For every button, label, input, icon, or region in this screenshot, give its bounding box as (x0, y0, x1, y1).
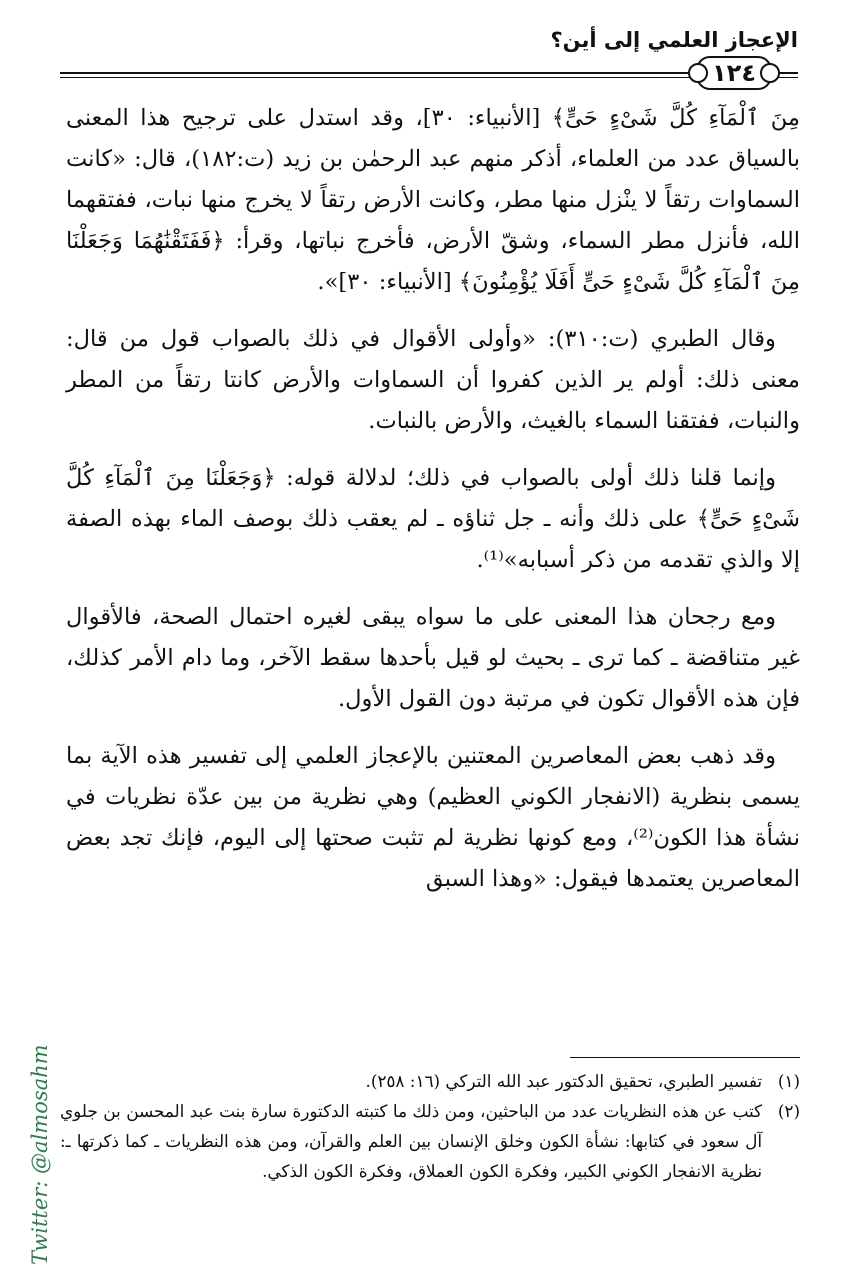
footnotes (60, 1066, 800, 1186)
page-number-badge (696, 56, 772, 90)
footnote (60, 1096, 800, 1186)
paragraph: ومع رجحان هذا المعنى على ما سواه يبقى لغيره احتمال الصحة، فالأقوال غير متناقضة ـ كما ترى ـ بحيث لو قيل بأحدها سقط الآخر، وما دام الأمر كذلك، فإن هذه الأقوال تكون في مرتبة دون القول الأول. (66, 604, 800, 712)
page-header (60, 26, 798, 87)
watermark-text: Twitter: @almosahm (28, 1044, 52, 1265)
footnote-number: (٢) (777, 1101, 800, 1121)
running-title: الإعجاز العلمي إلى أين؟ (550, 28, 798, 52)
page-number: ١٢٤ (712, 59, 756, 87)
header-rule-bottom (60, 77, 700, 78)
header-rule-top (60, 72, 700, 74)
paragraph: مِنَ ٱلْمَآءِ كُلَّ شَىْءٍ حَىٍّ﴾ [الأنبياء: ٣٠]، وقد استدل على ترجيح هذا المعنى بالسياق عدد من العلماء، أذكر منهم عبد الرحمٰن بن زيد (ت:١٨٢)، قال: «كانت السماوات رتقاً لا ينْزل منها مطر، وكانت الأرض رتقاً لا يخرج منها نبات، ففتقهما الله، فأنزل مطر السماء، وشقّ الأرض، فأخرج نباتها، وقرأ: ﴿فَفَتَقْنَٰهُمَا وَجَعَلْنَا مِنَ ٱلْمَآءِ كُلَّ شَىْءٍ حَىٍّ أَفَلَا يُؤْمِنُونَ﴾ [الأنبياء: ٣٠]». (66, 105, 800, 295)
watermark (8, 995, 52, 1265)
footnote-text: تفسير الطبري، تحقيق الدكتور عبد الله التركي (١٦: ٢٥٨). (365, 1071, 762, 1091)
paragraph: وإنما قلنا ذلك أولى بالصواب في ذلك؛ لدلالة قوله: ﴿وَجَعَلْنَا مِنَ ٱلْمَآءِ كُلَّ شَىْءٍ حَىٍّ﴾ على ذلك وأنه ـ جل ثناؤه ـ لم يعقب ذلك بوصف الماء بهذه الصفة إلا والذي تقدمه من ذكر أسبابه»⁽¹⁾. (66, 465, 800, 573)
paragraph: وقال الطبري (ت:٣١٠): «وأولى الأقوال في ذلك بالصواب قول من قال: معنى ذلك: أولم ير الذين كفروا أن السماوات والأرض كانتا رتقاً من المطر والنبات، ففتقنا السماء بالغيث، والأرض بالنبات. (66, 326, 800, 434)
main-text (66, 98, 800, 900)
paragraph: وقد ذهب بعض المعاصرين المعتنين بالإعجاز العلمي إلى تفسير هذه الآية بما يسمى بنظرية (الانفجار الكوني العظيم) وهي نظرية من بين عدّة نظريات في نشأة هذا الكون⁽²⁾، ومع كونها نظرية لم تثبت صحتها إلى اليوم، فإنك تجد بعض المعاصرين يعتمدها فيقول: «وهذا السبق (66, 743, 800, 892)
footnote-text: كتب عن هذه النظريات عدد من الباحثين، ومن ذلك ما كتبته الدكتورة سارة بنت عبد المحسن بن جلوي آل سعود في كتابها: نشأة الكون وخلق الإنسان بين العلم والقرآن، ومن هذه النظريات ـ كما ذكرتها ـ: نظرية الانفجار الكوني الكبير، وفكرة الكون العملاق، وفكرة الكون الذكي. (60, 1101, 762, 1181)
footnote-number: (١) (777, 1071, 800, 1091)
footnote (60, 1066, 800, 1096)
footnote-separator (570, 1057, 800, 1058)
